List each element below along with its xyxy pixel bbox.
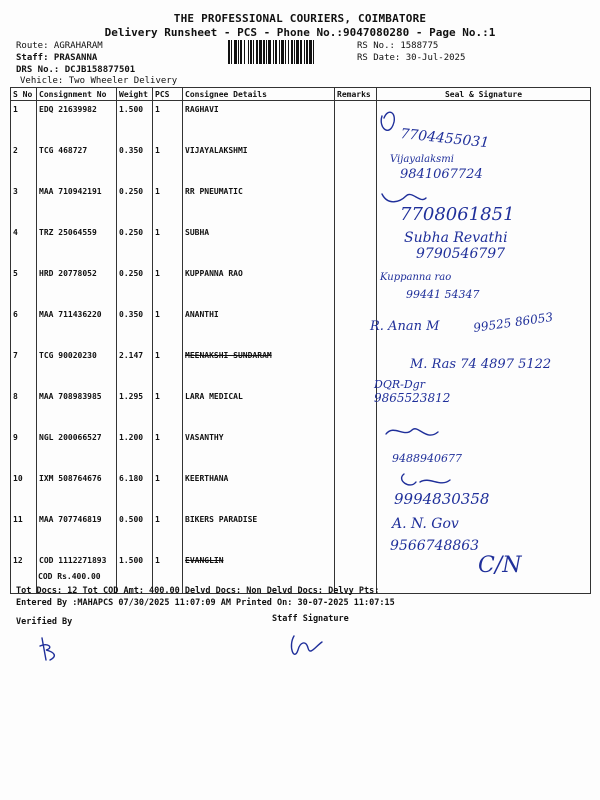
cell-consignee: BIKERS PARADISE bbox=[183, 511, 335, 552]
signature-scribble bbox=[291, 636, 322, 654]
handwriting-6a: R. Anan M bbox=[370, 319, 440, 334]
cell-signature bbox=[377, 265, 591, 306]
table-row bbox=[11, 101, 591, 143]
cell-pcs: 1 bbox=[153, 101, 183, 143]
handwriting-2b: 9841067724 bbox=[400, 167, 483, 182]
cell-weight: 0.500 bbox=[117, 511, 153, 552]
cell-pcs: 1 bbox=[153, 142, 183, 183]
cell-sno: 2 bbox=[11, 142, 37, 183]
drs-number: DRS No.: DCJB158877501 bbox=[16, 65, 136, 75]
handwriting-4a: Subha Revathi bbox=[404, 230, 508, 246]
cell-weight: 0.250 bbox=[117, 224, 153, 265]
handwriting-7: M. Ras 74 4897 5122 bbox=[410, 357, 552, 372]
cell-sno: 11 bbox=[11, 511, 37, 552]
handwriting-11a: A. N. Gov bbox=[392, 516, 459, 532]
document-subtitle: Delivery Runsheet - PCS - Phone No.:9047080280 - Page No.:1 bbox=[104, 26, 496, 39]
cell-weight: 0.350 bbox=[117, 306, 153, 347]
cell-weight: 6.180 bbox=[117, 470, 153, 511]
cell-pcs: 1 bbox=[153, 183, 183, 224]
cell-consignee: RAGHAVI bbox=[183, 101, 335, 143]
cell-sno: 8 bbox=[11, 388, 37, 429]
table-row bbox=[11, 265, 591, 306]
cell-pcs: 1 bbox=[153, 306, 183, 347]
cell-consignee: VASANTHY bbox=[183, 429, 335, 470]
handwriting-4b: 9790546797 bbox=[416, 246, 506, 262]
cell-remarks bbox=[335, 347, 377, 388]
table-row bbox=[11, 347, 591, 388]
barcode-bar bbox=[314, 40, 316, 64]
vehicle-label: Vehicle: Two Wheeler Delivery bbox=[20, 76, 178, 86]
cell-signature bbox=[377, 511, 591, 552]
handwriting-8a: DQR-Dgr bbox=[374, 378, 425, 391]
rs-number: RS No.: 1588775 bbox=[357, 41, 439, 51]
cell-signature bbox=[377, 470, 591, 511]
cell-remarks bbox=[335, 388, 377, 429]
cell-weight: 2.147 bbox=[117, 347, 153, 388]
cell-consignee: KUPPANNA RAO bbox=[183, 265, 335, 306]
cell-remarks bbox=[335, 511, 377, 552]
handwriting-1: 7704455031 bbox=[399, 126, 490, 152]
table-row bbox=[11, 429, 591, 470]
cell-signature bbox=[377, 142, 591, 183]
cell-pcs: 1 bbox=[153, 388, 183, 429]
cell-sno: 1 bbox=[11, 101, 37, 143]
cell-weight: 0.350 bbox=[117, 142, 153, 183]
cod-note: COD Rs.400.00 bbox=[38, 572, 101, 581]
cell-signature bbox=[377, 306, 591, 347]
cell-consignee: ANANTHI bbox=[183, 306, 335, 347]
document-title: THE PROFESSIONAL COURIERS, COIMBATORE bbox=[173, 12, 427, 25]
cell-consignment: MAA 708983985 bbox=[37, 388, 117, 429]
cell-consignee: SUBHA bbox=[183, 224, 335, 265]
table-row bbox=[11, 142, 591, 183]
cell-sno: 5 bbox=[11, 265, 37, 306]
cell-signature bbox=[377, 552, 591, 594]
handwriting-9: 9488940677 bbox=[392, 452, 462, 465]
cell-remarks bbox=[335, 306, 377, 347]
cell-consignment: COD 1112271893 bbox=[37, 552, 117, 594]
table-header-row bbox=[11, 88, 591, 101]
runsheet-table bbox=[10, 87, 591, 594]
cell-signature bbox=[377, 224, 591, 265]
cell-sno: 12 bbox=[11, 552, 37, 594]
cell-sno: 3 bbox=[11, 183, 37, 224]
handwriting-10: 9994830358 bbox=[394, 490, 490, 508]
cell-consignment: MAA 711436220 bbox=[37, 306, 117, 347]
table-row bbox=[11, 388, 591, 429]
cell-remarks bbox=[335, 429, 377, 470]
cell-remarks bbox=[335, 183, 377, 224]
col-seal-signature: Seal & Signature bbox=[377, 88, 591, 101]
cell-remarks bbox=[335, 265, 377, 306]
cell-weight: 1.500 bbox=[117, 101, 153, 143]
cell-signature bbox=[377, 347, 591, 388]
staff-signature bbox=[286, 632, 326, 666]
cell-pcs: 1 bbox=[153, 511, 183, 552]
cell-consignee: EVANGLIN bbox=[183, 552, 335, 594]
cell-sno: 7 bbox=[11, 347, 37, 388]
handwriting-11b: 9566748863 bbox=[390, 538, 480, 554]
handwriting-6b: 99525 86053 bbox=[472, 309, 554, 335]
cell-weight: 0.250 bbox=[117, 265, 153, 306]
totals-line: Tot Docs: 12 Tot COD Amt: 400.00 Delvd Docs: Non Delvd Docs: Delvy Pts: bbox=[16, 586, 380, 596]
cell-remarks bbox=[335, 224, 377, 265]
cell-remarks bbox=[335, 101, 377, 143]
cell-consignment: TCG 468727 bbox=[37, 142, 117, 183]
cell-consignee: LARA MEDICAL bbox=[183, 388, 335, 429]
cell-remarks bbox=[335, 142, 377, 183]
cell-sno: 9 bbox=[11, 429, 37, 470]
cell-weight: 1.500 bbox=[117, 552, 153, 594]
cell-pcs: 1 bbox=[153, 265, 183, 306]
cell-consignee: MEENAKSHI SUNDARAM bbox=[183, 347, 335, 388]
cell-consignment: EDQ 21639982 bbox=[37, 101, 117, 143]
handwriting-5a: Kuppanna rao bbox=[380, 272, 452, 283]
verifier-signature bbox=[36, 634, 66, 664]
cell-pcs: 1 bbox=[153, 224, 183, 265]
handwriting-3: 7708061851 bbox=[400, 204, 515, 225]
table-row bbox=[11, 224, 591, 265]
cell-consignment: MAA 710942191 bbox=[37, 183, 117, 224]
cell-consignee: RR PNEUMATIC bbox=[183, 183, 335, 224]
barcode bbox=[228, 40, 354, 64]
cell-remarks bbox=[335, 470, 377, 511]
cell-pcs: 1 bbox=[153, 429, 183, 470]
staff-label: Staff: PRASANNA bbox=[16, 53, 98, 63]
cell-weight: 0.250 bbox=[117, 183, 153, 224]
cell-consignment: NGL 200066527 bbox=[37, 429, 117, 470]
cell-weight: 1.295 bbox=[117, 388, 153, 429]
cell-signature bbox=[377, 101, 591, 143]
verified-by-label: Verified By bbox=[16, 617, 73, 627]
col-remarks: Remarks bbox=[335, 88, 377, 101]
staff-signature-label: Staff Signature bbox=[272, 614, 349, 624]
table-row bbox=[11, 183, 591, 224]
cell-consignment: TRZ 25064559 bbox=[37, 224, 117, 265]
cell-pcs: 1 bbox=[153, 347, 183, 388]
col-sno: S No bbox=[11, 88, 37, 101]
cell-consignment: IXM 508764676 bbox=[37, 470, 117, 511]
col-consignee: Consignee Details bbox=[183, 88, 335, 101]
signature-scribble bbox=[40, 638, 54, 660]
entered-line: Entered By :MAHAPCS 07/30/2025 11:07:09 AM Printed On: 30-07-2025 11:07:15 bbox=[16, 598, 395, 608]
route-label: Route: AGRAHARAM bbox=[16, 41, 103, 51]
cell-consignee: VIJAYALAKSHMI bbox=[183, 142, 335, 183]
handwriting-2a: Vijayalaksmi bbox=[390, 154, 454, 165]
handwriting-8b: 9865523812 bbox=[374, 391, 451, 405]
handwriting-5b: 99441 54347 bbox=[406, 288, 480, 301]
cell-consignment: TCG 90020230 bbox=[37, 347, 117, 388]
cell-sno: 6 bbox=[11, 306, 37, 347]
cell-consignment: HRD 20778052 bbox=[37, 265, 117, 306]
handwriting-12: C/N bbox=[478, 553, 522, 578]
cell-pcs: 1 bbox=[153, 552, 183, 594]
table-row bbox=[11, 306, 591, 347]
cell-pcs: 1 bbox=[153, 470, 183, 511]
cell-signature bbox=[377, 388, 591, 429]
col-weight: Weight bbox=[117, 88, 153, 101]
cell-signature bbox=[377, 429, 591, 470]
cell-consignment: MAA 707746819 bbox=[37, 511, 117, 552]
cell-sno: 10 bbox=[11, 470, 37, 511]
table-row bbox=[11, 470, 591, 511]
cell-signature bbox=[377, 183, 591, 224]
cell-sno: 4 bbox=[11, 224, 37, 265]
col-pcs: PCS bbox=[153, 88, 183, 101]
cell-weight: 1.200 bbox=[117, 429, 153, 470]
table-row bbox=[11, 511, 591, 552]
col-consignment: Consignment No bbox=[37, 88, 117, 101]
cell-consignee: KEERTHANA bbox=[183, 470, 335, 511]
rs-date: RS Date: 30-Jul-2025 bbox=[357, 53, 466, 63]
